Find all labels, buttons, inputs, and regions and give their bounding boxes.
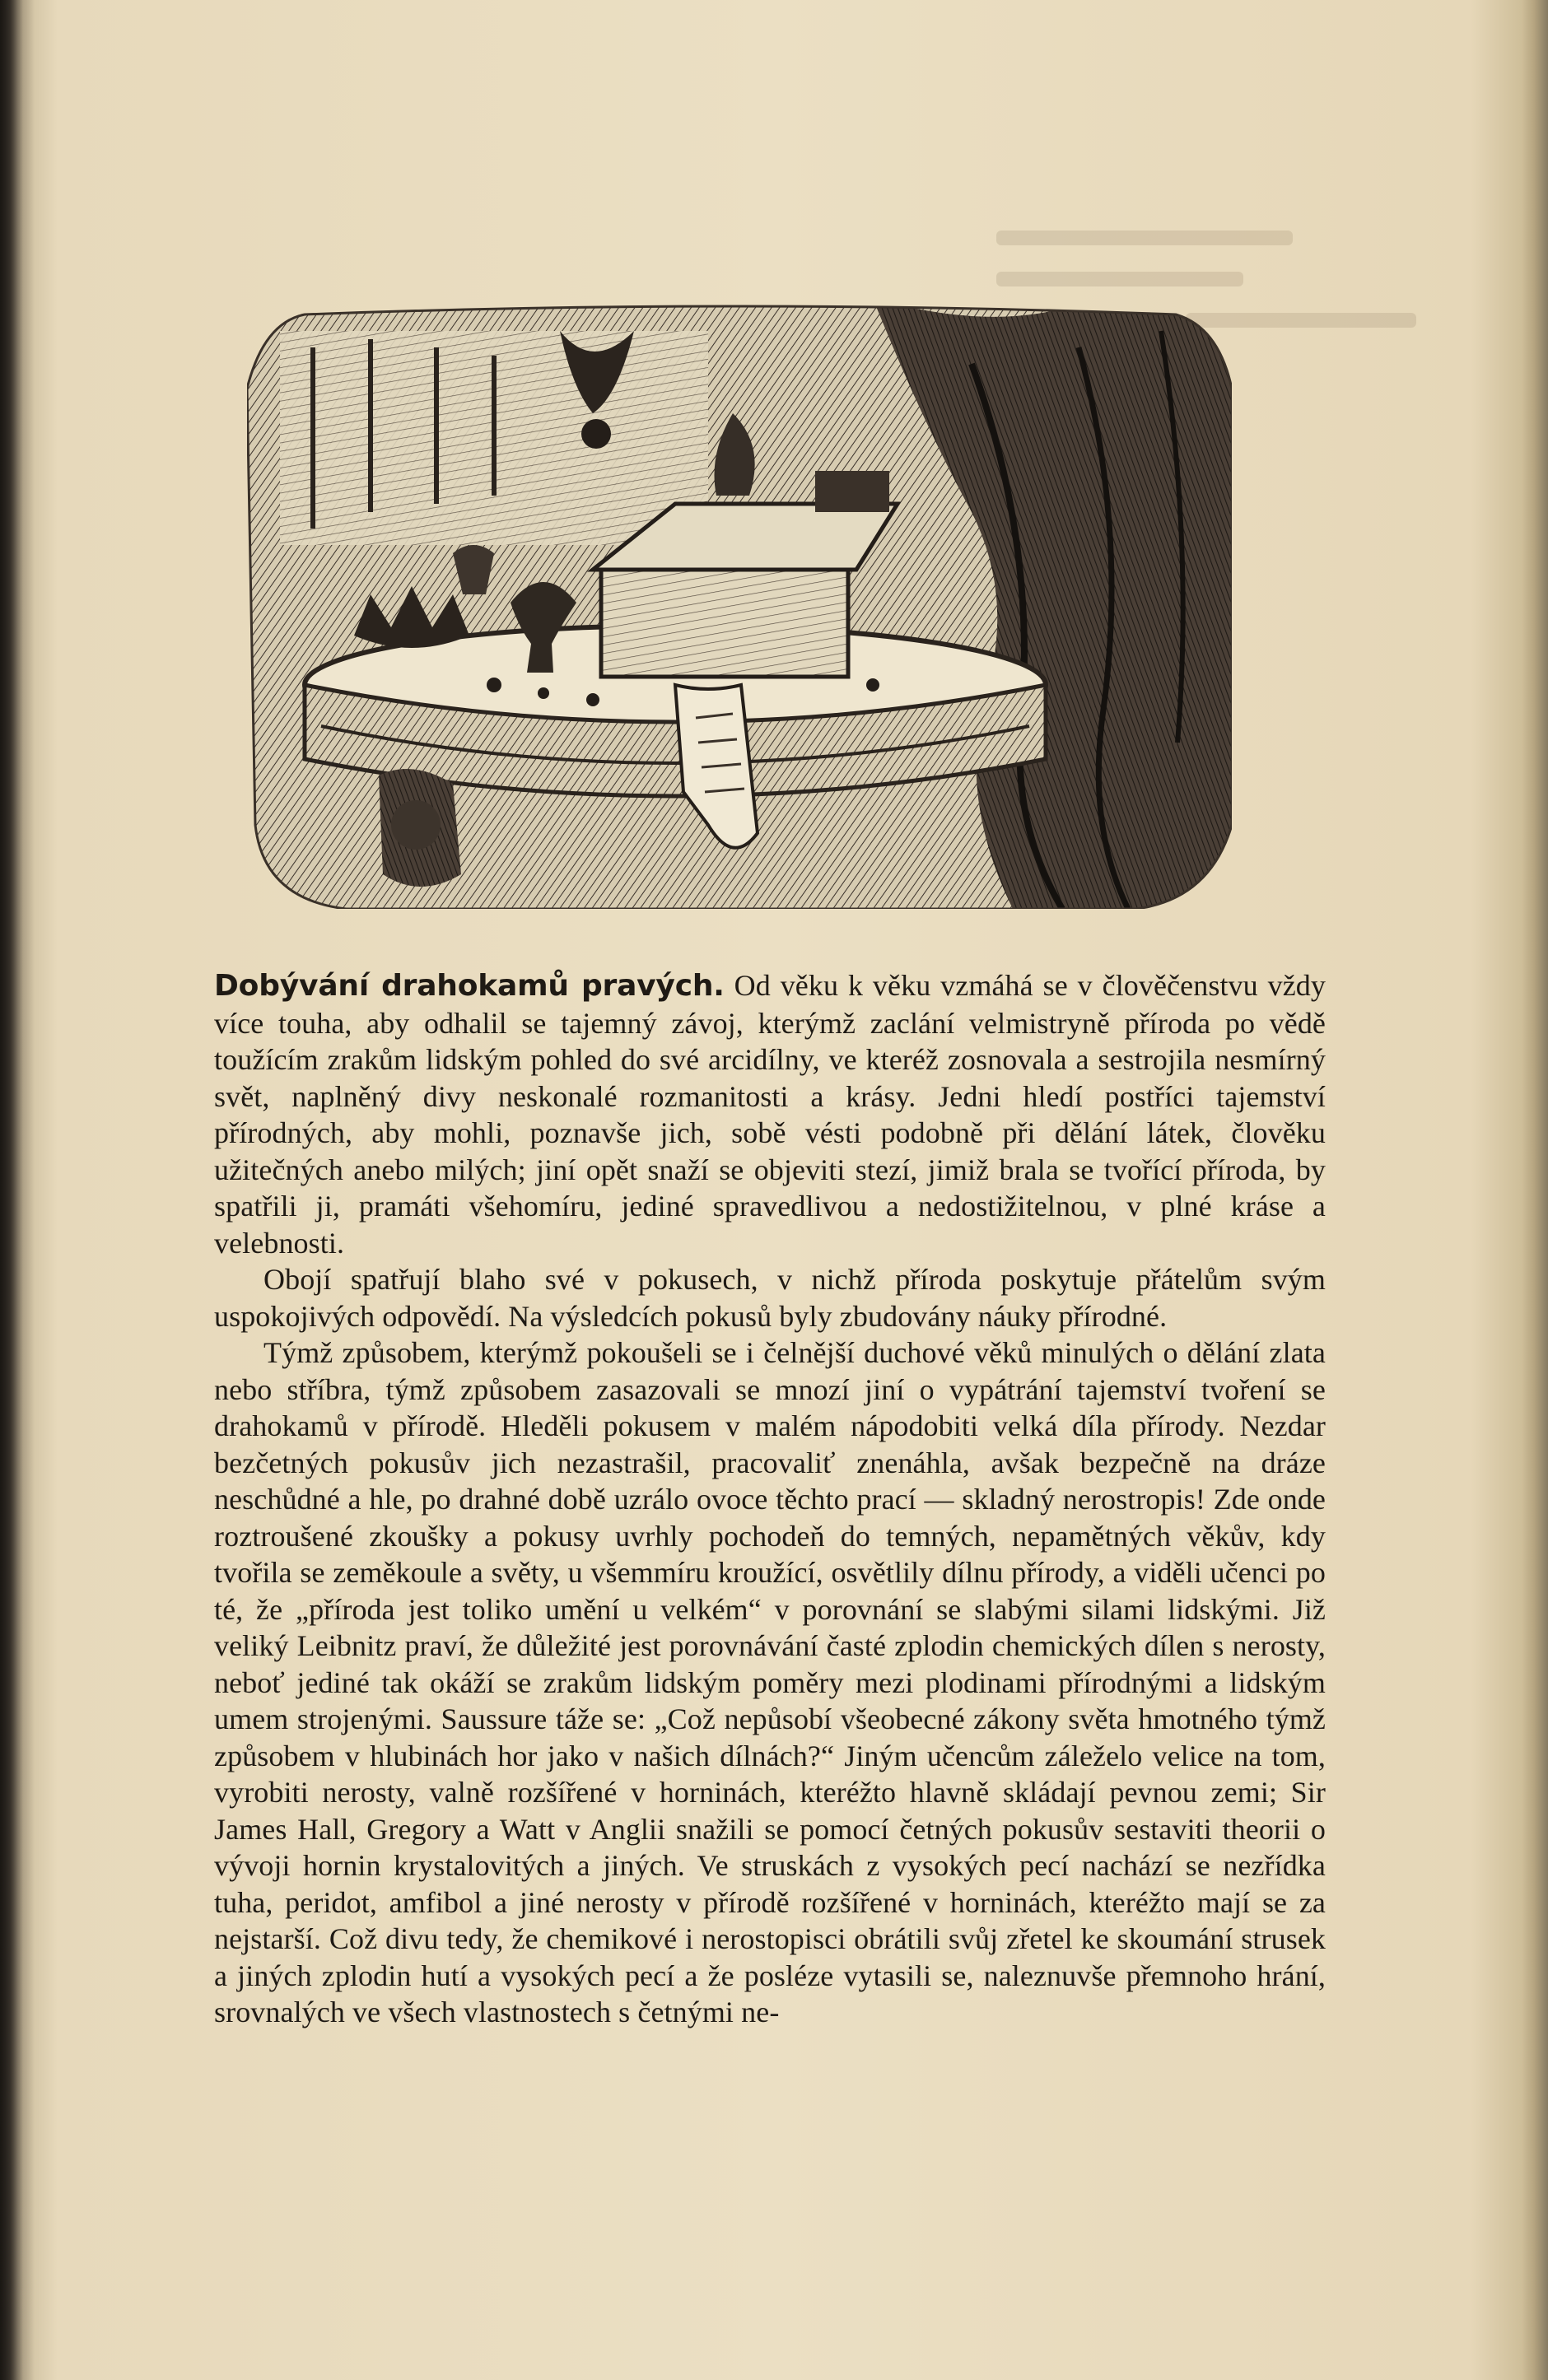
engraving-scene — [247, 298, 1232, 909]
binding-shadow — [0, 0, 35, 2380]
engraving-svg — [247, 298, 1232, 909]
paragraph-2: Obojí spatřují blaho své v pokusech, v nichž příroda poskytuje přátelům svým uspokojivých odpovědí. Na výsledcích pokusů byly zbudovány náuky přírodné. — [214, 1263, 1326, 1333]
engraving-illustration — [247, 298, 1232, 909]
jewel — [866, 678, 879, 692]
section-title: Dobývání drahokamů pravých. — [214, 969, 725, 1003]
bleed-through-header — [642, 136, 1383, 169]
jewel — [487, 678, 501, 692]
body-text — [214, 967, 1326, 2198]
bleed-through-line — [996, 231, 1293, 245]
bleed-through-line — [996, 272, 1243, 286]
casket-cylinder — [815, 471, 889, 512]
page-edge — [1522, 0, 1548, 2380]
chandelier-orb — [581, 419, 611, 449]
jewel-casket — [601, 570, 848, 677]
paragraph-3: Týmž způsobem, kterýmž pokoušeli se i čelnější duchové věků minulých o dělání zlata nebo stříbra, týmž způsobem zasazovali se mnozí jiní o vypátrání tajemství tvoření se drahokamů v přírodě. Hleděli pokusem v malém nápodobiti velká díla přírody. Nezdar bezčetných pokusův jich nezastrašil, pracovaliť znenáhla, avšak bezpečně na dráze neschůdné a hle, po drahné době uzrálo ovoce těchto prací — skladný nerostropis! Zde onde roztroušené zkoušky a pokusy uvrhly pochodeň do temných, nepamětných věkův, kdy tvořila se zeměkoule a světy, u všemmíru kroužící, osvětlily dílnu přírody, a viděli učenci po té, že „příroda jest toliko umění u velkém“ v porovnání se slabými silami lidskými. Již veliký Leibnitz praví, že důležité jest porovnávání časté zplodin chemických dílen s nerosty, neboť jediné tak okáží se zrakům lidským poměry mezi plodinami přírodnými a lidským umem strojenými. Saussure táže se: „Což nepůsobí všeobecné zákony světa hmotného týmž způsobem v hlubinách hor jako v našich dílnách?“ Jiným učencům záleželo velice na tom, vyrobiti nerosty, valně rozšířené v horninách, kteréžto hlavně skládají pevnou zemi; Sir James Hall, Gregory a Watt v Anglii snažili se pomocí četných pokusův sestaviti theorii o vývoji hornin krystalovitých a jiných. Ve struskách z vysokých pecí nachází se nezřídka tuha, peridot, amfibol a jiné nerosty v přírodě rozšířené v horninách, kteréžto mají se za nejstarší. Což divu tedy, že chemikové i nerostopisci obrátili svůj zřetel ke skoumání strusek a jiných zplodin hutí a vysokých pecí a že posléze vytasili se, naleznuvše přemnoho hrání, srovnalých ve všech vlastnostech s četnými ne- — [214, 1336, 1326, 2028]
paragraph-1 — [214, 967, 1326, 1261]
jewel — [586, 693, 599, 706]
paragraph-1-text: Od věku k věku vzmáhá se v člověčenstvu vždy více touha, aby odhalil se tajemný závoj, kterýmž zaclání velmistryně příroda po vědě toužícím zrakům lidským pohled do své arcidílny, ve kteréž zosnovala a sestrojila nesmírný svět, naplněný divy neskonalé rozmanitosti a krásy. Jedni hledí postříci tajemství přírodných, aby mohli, poznavše jich, sobě vésti podobně při dělání látek, člověku užitečných anebo milých; jiní opět snaží se objeviti stezí, jimiž brala se tvořící příroda, by spatřili ji, pramáti všehomíru, jediné spravedlivou a nedostižitelnou, v plné kráse a velebnosti. — [214, 969, 1326, 1260]
jewel — [538, 687, 549, 699]
lion-head — [391, 800, 441, 850]
